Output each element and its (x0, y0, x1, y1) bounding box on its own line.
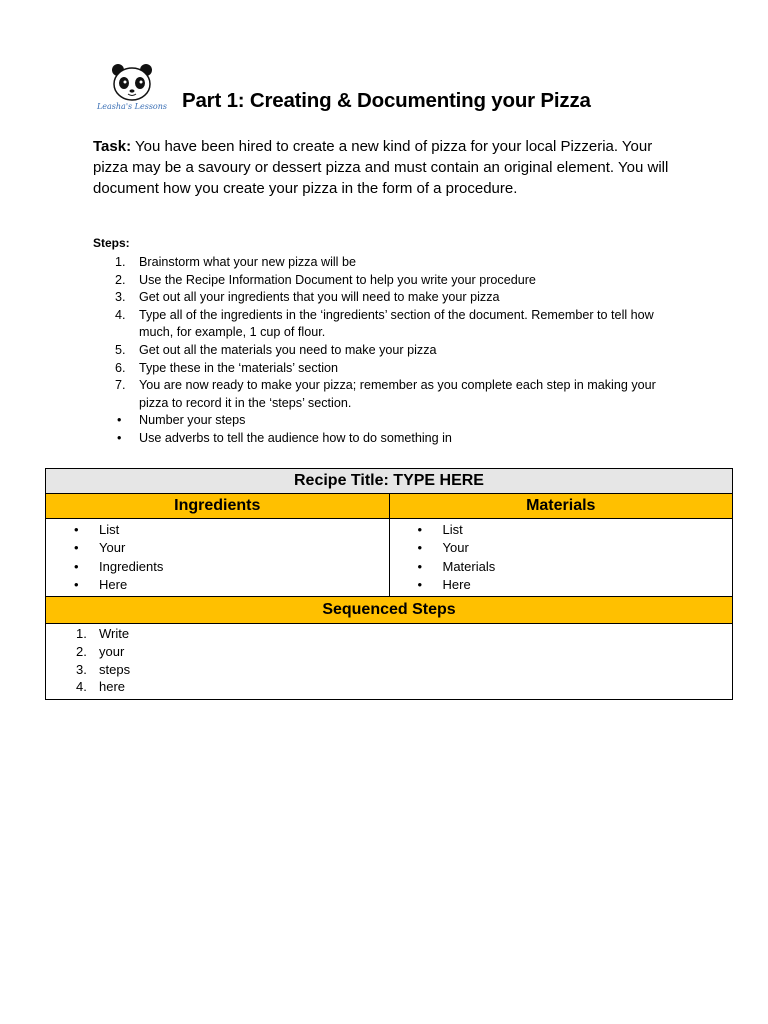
task-text: You have been hired to create a new kind of pizza for your local Pizzeria. Your pizza may be a savoury or dessert pizza and must contain an original element. You will document how you create your pizza in the form of a procedure. (93, 138, 669, 197)
step-item (93, 289, 673, 307)
ingredient-item (46, 558, 389, 576)
bullet-marker: • (117, 430, 122, 445)
step-item (93, 307, 673, 342)
sequenced-step-text: Write (99, 626, 130, 642)
step-number: 2. (76, 643, 87, 659)
step-number: 1. (76, 626, 87, 642)
sequenced-step-text: your (99, 643, 125, 659)
material-text: Your (442, 540, 469, 556)
step-item (93, 412, 673, 430)
sequenced-step (46, 625, 732, 643)
sequenced-steps-list[interactable] (46, 624, 732, 699)
step-item (93, 342, 673, 360)
step-item (93, 377, 673, 412)
panda-logo (93, 62, 171, 122)
material-item (390, 558, 733, 576)
bullet-marker: • (74, 576, 79, 592)
ingredient-text: Your (99, 540, 126, 556)
material-item (390, 576, 733, 594)
step-item (93, 360, 673, 378)
recipe-columns (46, 494, 732, 597)
bullet-marker: • (74, 540, 79, 556)
ingredients-heading: Ingredients (46, 494, 389, 519)
materials-list[interactable] (390, 519, 733, 597)
bullet-marker: • (74, 522, 79, 537)
step-item (93, 430, 673, 448)
step-marker: 6. (115, 360, 126, 375)
bullet-marker: • (417, 540, 423, 556)
ingredients-list[interactable] (46, 519, 389, 597)
materials-column (389, 494, 733, 597)
bullet-marker: • (117, 413, 122, 428)
step-text: Number your steps (139, 413, 246, 428)
logo-text: Leasha's Lessons (96, 102, 168, 111)
sequenced-step (46, 661, 732, 679)
ingredient-item (46, 539, 389, 557)
step-number: 4. (76, 679, 87, 695)
material-text: Here (442, 576, 471, 592)
sequenced-step-text: steps (99, 661, 131, 677)
sequenced-steps-heading: Sequenced Steps (46, 597, 732, 624)
sequenced-step (46, 678, 732, 696)
materials-heading: Materials (390, 494, 733, 519)
step-text: Get out all the materials you need to make your pizza (139, 342, 437, 357)
step-text: Use adverbs to tell the audience how to do something in (139, 430, 452, 445)
material-text: List (442, 522, 463, 537)
step-number: 3. (76, 661, 87, 677)
ingredient-text: List (99, 522, 120, 537)
step-text: Get out all your ingredients that you will need to make your pizza (139, 290, 500, 305)
task-paragraph (93, 136, 683, 199)
material-item (390, 521, 733, 539)
bullet-marker: • (417, 576, 423, 592)
step-marker: 5. (115, 342, 126, 357)
ingredient-text: Ingredients (99, 558, 164, 574)
step-text: You are now ready to make your pizza; remember as you complete each step in making your pizza to record it in the ‘steps’ section. (139, 378, 656, 410)
bullet-marker: • (417, 558, 423, 574)
material-item (390, 539, 733, 557)
sequenced-step-text: here (99, 679, 126, 695)
step-marker: 4. (115, 307, 126, 322)
bullet-marker: • (74, 558, 79, 574)
step-item (93, 272, 673, 290)
bullet-marker: • (417, 522, 423, 537)
step-text: Use the Recipe Information Document to help you write your procedure (139, 272, 536, 287)
steps-list (93, 254, 673, 448)
sequenced-step (46, 643, 732, 661)
step-text: Type all of the ingredients in the ‘ingredients’ section of the document. Remember to tell how much, for example, 1 cup of flour. (139, 307, 654, 340)
ingredient-text: Here (99, 576, 128, 592)
step-item (93, 254, 673, 272)
step-marker: 3. (115, 290, 126, 305)
ingredient-item (46, 576, 389, 594)
ingredients-column (46, 494, 389, 597)
recipe-table (45, 468, 733, 700)
ingredient-item (46, 521, 389, 539)
recipe-title[interactable]: Recipe Title: TYPE HERE (46, 469, 732, 494)
page-title: Part 1: Creating & Documenting your Pizza (182, 89, 591, 112)
step-text: Type these in the ‘materials’ section (139, 360, 339, 375)
panda-icon (93, 62, 171, 106)
step-marker: 7. (115, 378, 126, 393)
step-marker: 2. (115, 272, 126, 287)
task-label: Task: (93, 138, 132, 155)
step-marker: 1. (115, 255, 126, 269)
material-text: Materials (442, 558, 496, 574)
steps-heading: Steps: (93, 236, 130, 250)
step-text: Brainstorm what your new pizza will be (139, 255, 356, 269)
